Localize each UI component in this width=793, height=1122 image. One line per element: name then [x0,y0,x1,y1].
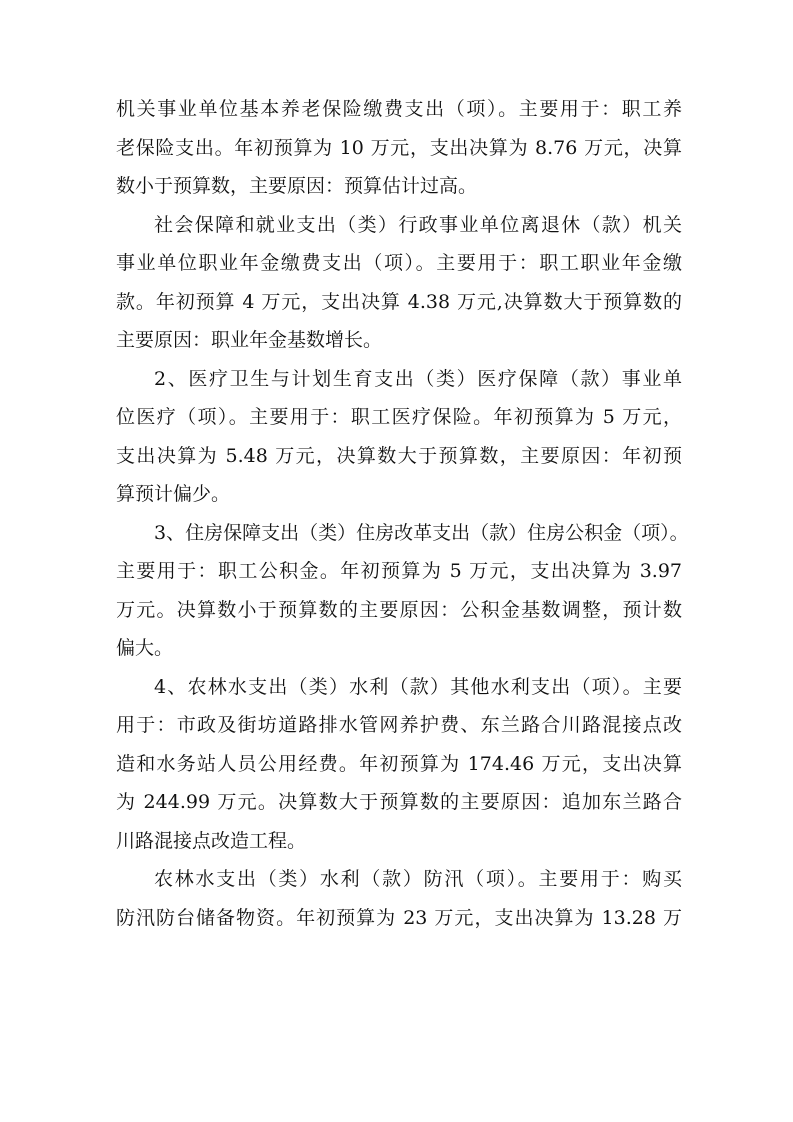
text-line: 款。年初预算 4 万元，支出决算 4.38 万元,决算数大于预算数的 [116,290,682,313]
body-text [116,90,689,937]
text-line: 4、农林水支出（类）水利（款）其他水利支出（项）。主要 [154,675,682,698]
text-line: 主要用于：职工公积金。年初预算为 5 万元，支出决算为 3.97 [116,560,682,582]
text-line: 机关事业单位基本养老保险缴费支出（项）。主要用于：职工养 [116,98,682,120]
text-line: 3、住房保障支出（类）住房改革支出（款）住房公积金（项）。 [154,521,689,544]
text-line: 数小于预算数，主要原因：预算估计过高。 [116,175,478,197]
text-line: 万元。决算数小于预算数的主要原因：公积金基数调整，预计数 [116,598,682,621]
text-line: 老保险支出。年初预算为 10 万元，支出决算为 8.76 万元，决算 [116,136,682,159]
text-line: 为 244.99 万元。决算数大于预算数的主要原因：追加东兰路合 [116,791,682,813]
text-line: 防汛防台储备物资。年初预算为 23 万元，支出决算为 13.28 万 [116,906,682,929]
text-line: 算预计偏少。 [116,483,231,505]
text-line: 位医疗（项）。主要用于：职工医疗保险。年初预算为 5 万元， [116,406,682,428]
text-line: 2、医疗卫生与计划生育支出（类）医疗保障（款）事业单 [154,367,682,390]
text-line: 用于：市政及街坊道路排水管网养护费、东兰路合川路混接点改 [116,714,682,736]
text-line: 川路混接点改造工程。 [116,829,307,852]
text-line: 支出决算为 5.48 万元，决算数大于预算数，主要原因：年初预 [116,444,682,467]
text-line: 事业单位职业年金缴费支出（项）。主要用于：职工职业年金缴 [116,252,682,274]
text-line: 社会保障和就业支出（类）行政事业单位离退休（款）机关 [154,213,682,236]
text-line: 造和水务站人员公用经费。年初预算为 174.46 万元，支出决算 [116,752,682,775]
text-line: 农林水支出（类）水利（款）防汛（项）。主要用于：购买 [154,868,682,890]
text-line: 主要原因：职业年金基数增长。 [116,329,383,351]
text-line: 偏大。 [116,637,174,659]
